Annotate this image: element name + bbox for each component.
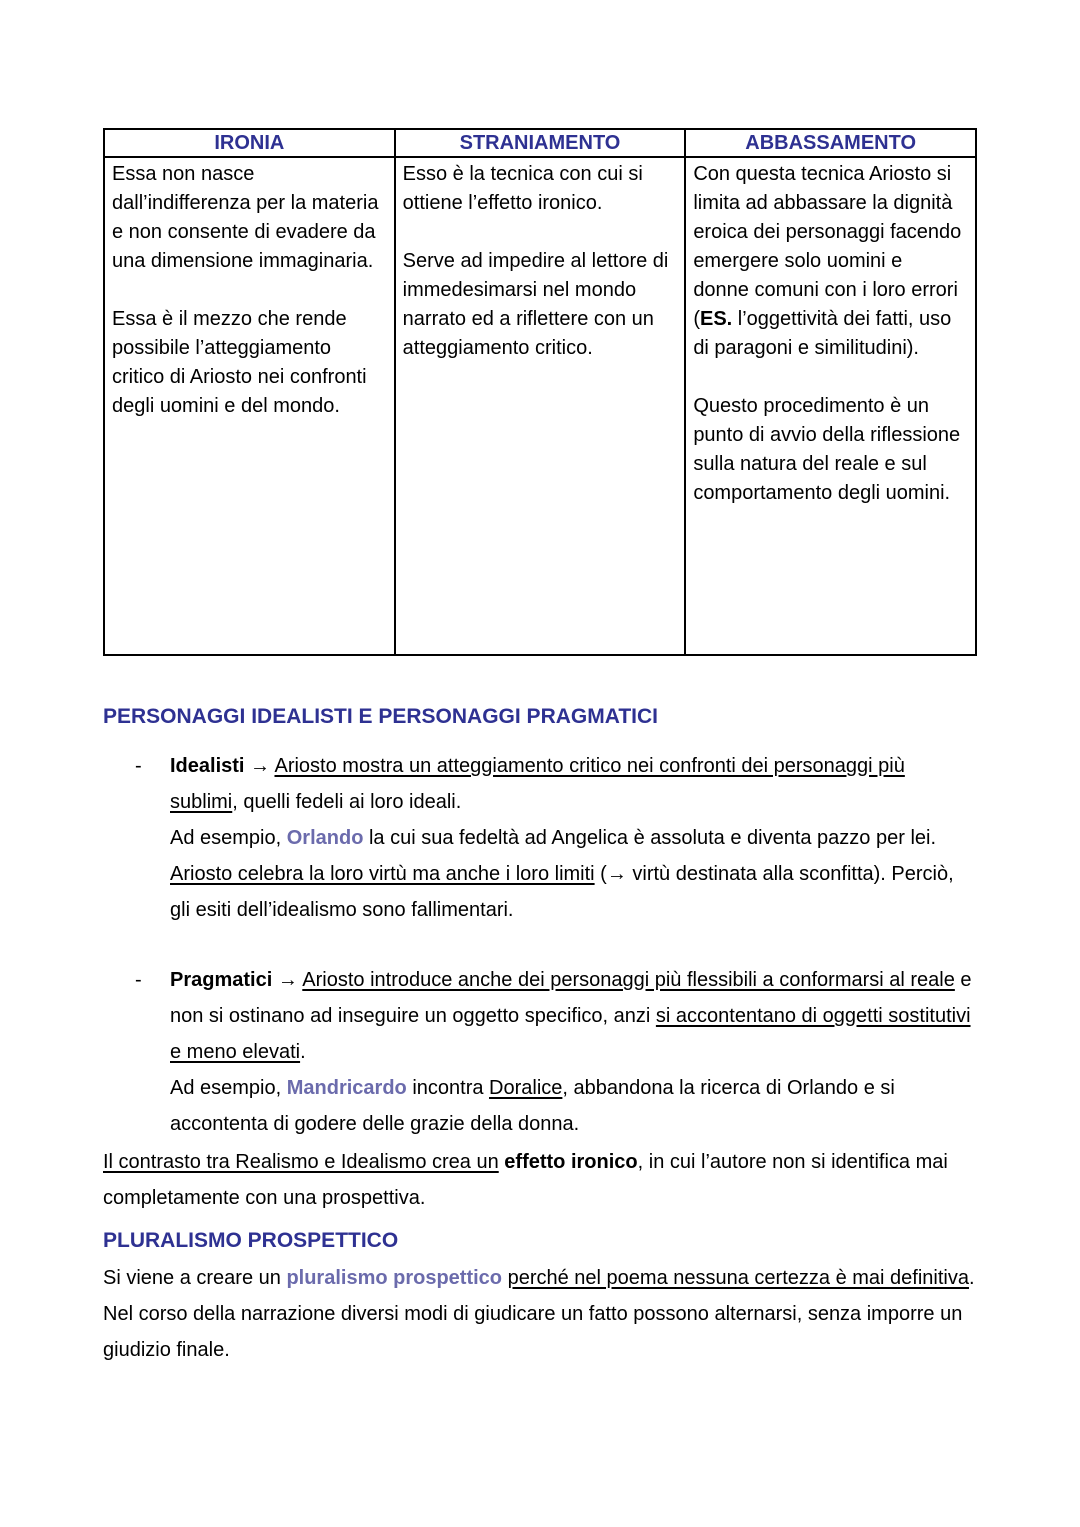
bullet-paragraph: Idealisti → Ariosto mostra un atteggiamento critico nei confronti dei personaggi più sublimi, quelli fedeli ai loro ideali. [170, 755, 905, 813]
cell-paragraph: Questo procedimento è un punto di avvio della riflessione sulla natura del reale e sul comportamento degli uomini. [693, 395, 961, 504]
bullet-text [170, 748, 977, 928]
cell-paragraph: Esso è la tecnica con cui si ottiene l’effetto ironico. [402, 163, 643, 214]
section-heading-pluralismo: PLURALISMO PROSPETTICO [103, 1229, 399, 1252]
table-cell-straniamento [395, 157, 686, 655]
bullet-paragraph: Ad esempio, Orlando la cui sua fedeltà ad Angelica è assoluta e diventa pazzo per lei. [170, 827, 937, 849]
table-header-ironia: IRONIA [104, 129, 395, 157]
bullet-item-idealisti [135, 748, 977, 928]
techniques-table [103, 128, 977, 656]
table-header-row [104, 129, 976, 157]
table-cell-ironia [104, 157, 395, 655]
table-header-abbassamento: ABBASSAMENTO [685, 129, 976, 157]
table-cell-abbassamento [685, 157, 976, 655]
paragraph-pluralismo: Si viene a creare un pluralismo prospettico perché nel poema nessuna certezza è mai definitiva. Nel corso della narrazione diversi modi di giudicare un fatto possono alternarsi, senza imporre un giudizio finale. [103, 1267, 975, 1361]
cell-paragraph: Serve ad impedire al lettore di immedesimarsi nel mondo narrato ed a riflettere con un atteggiamento critico. [402, 250, 669, 359]
cell-paragraph: Essa è il mezzo che rende possibile l’atteggiamento critico di Ariosto nei confronti degli uomini e del mondo. [112, 308, 367, 417]
bullet-item-pragmatici [135, 962, 977, 1142]
table-header-straniamento: STRANIAMENTO [395, 129, 686, 157]
bullet-paragraph: Ariosto celebra la loro virtù ma anche i loro limiti (→ virtù destinata alla sconfitta). Perciò, gli esiti dell’idealismo sono fallimentari. [170, 863, 954, 921]
bullet-paragraph: Ad esempio, Mandricardo incontra Doralice, abbandona la ricerca di Orlando e si accontenta di godere delle grazie della donna. [170, 1077, 895, 1135]
bullet-dash: - [135, 755, 142, 777]
bullet-dash: - [135, 969, 142, 991]
bullet-paragraph: Pragmatici → Ariosto introduce anche dei personaggi più flessibili a conformarsi al reale e non si ostinano ad inseguire un oggetto specifico, anzi si accontentano di oggetti sostitutivi e meno elevati. [170, 969, 972, 1063]
table-body-row [104, 157, 976, 655]
paragraph-contrasto: Il contrasto tra Realismo e Idealismo crea un effetto ironico, in cui l’autore non si identifica mai completamente con una prospettiva. [103, 1151, 948, 1209]
document-page [103, 128, 977, 1368]
bullet-text [170, 962, 977, 1142]
section-heading-personaggi: PERSONAGGI IDEALISTI E PERSONAGGI PRAGMATICI [103, 705, 658, 728]
cell-paragraph: Essa non nasce dall’indifferenza per la materia e non consente di evadere da una dimensione immaginaria. [112, 163, 379, 272]
cell-paragraph: Con questa tecnica Ariosto si limita ad abbassare la dignità eroica dei personaggi facendo emergere solo uomini e donne comuni con i loro errori (ES. l’oggettività dei fatti, uso di paragoni e similitudini). [693, 163, 962, 359]
